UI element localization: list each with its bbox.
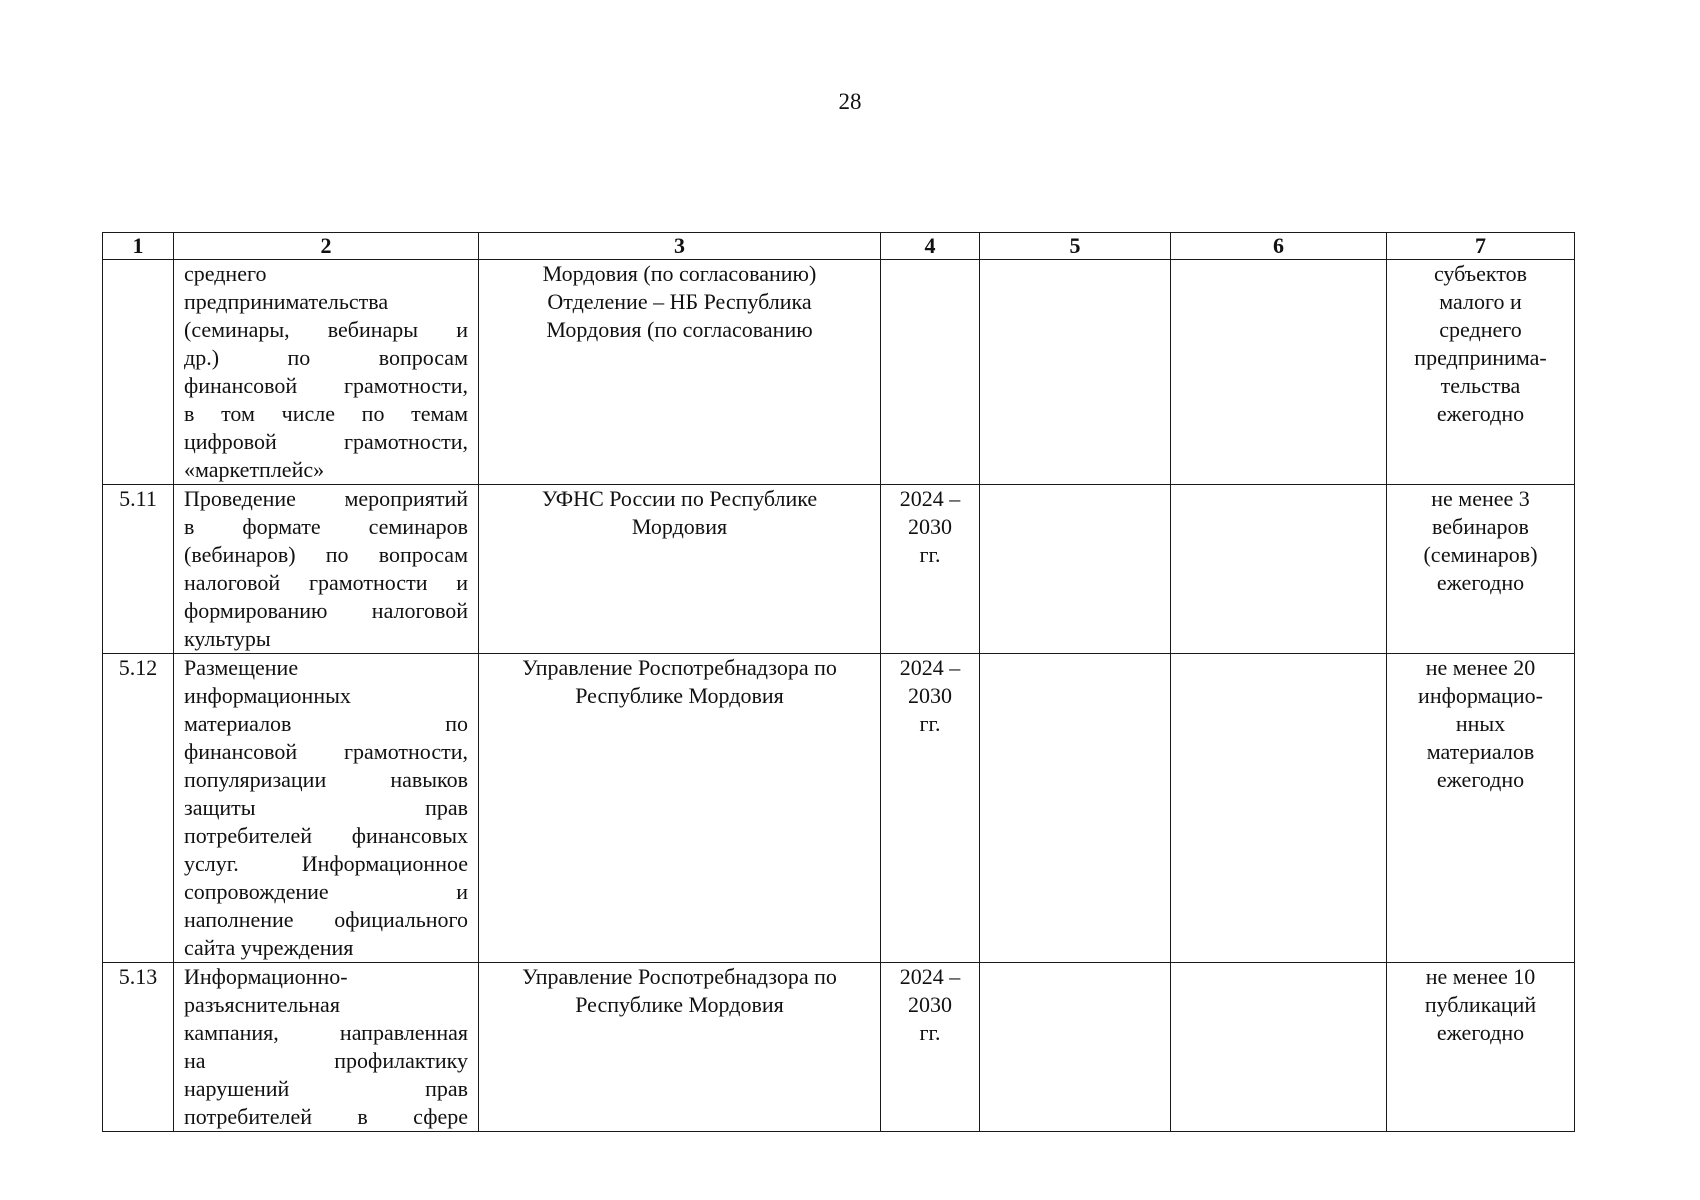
measure-name-cell (174, 485, 479, 654)
measure-name-line: формированию налоговой (184, 598, 468, 623)
row-number: 5.13 (118, 964, 158, 989)
column-header-7: 7 (1387, 233, 1575, 260)
term-cell (881, 485, 980, 654)
executor-line: Республике Мордовия (575, 683, 784, 708)
measure-name-line: «маркетплейс» (184, 457, 325, 482)
result-line: малого и (1439, 289, 1522, 314)
column-5-cell (980, 260, 1171, 485)
column-6-cell (1171, 485, 1387, 654)
term-line: гг. (919, 542, 941, 567)
result-line: среднего (1439, 317, 1522, 342)
measure-name-line: налоговой грамотности и (184, 570, 468, 595)
column-header-4: 4 (881, 233, 980, 260)
executor-cell (479, 654, 881, 963)
term-line: гг. (919, 711, 941, 736)
measure-name-line: др.) по вопросам (184, 345, 468, 370)
result-line: (семинаров) (1423, 542, 1538, 567)
measure-name-line: предпринимательства (184, 289, 389, 314)
result-cell (1387, 963, 1575, 1132)
row-number: 5.12 (118, 655, 158, 680)
term-line: 2030 (908, 683, 952, 708)
measure-name-line: в том числе по темам (184, 401, 468, 426)
column-header-2: 2 (174, 233, 479, 260)
measure-name-line: нарушений прав (184, 1076, 468, 1101)
column-header-5: 5 (980, 233, 1171, 260)
result-line: не менее 3 (1431, 486, 1530, 511)
term-line: гг. (919, 1020, 941, 1045)
table-body (103, 260, 1575, 1132)
measure-name-line: культуры (184, 626, 271, 651)
measure-name-line: среднего (184, 261, 267, 286)
result-cell (1387, 654, 1575, 963)
measure-name-line: потребителей финансовых (184, 823, 468, 848)
measure-name-cell (174, 963, 479, 1132)
executor-line: Мордовия (по согласованию) (542, 261, 817, 286)
measure-name-line: услуг. Информационное (184, 851, 468, 876)
executor-line: Республике Мордовия (575, 992, 784, 1017)
measure-name-line: сайта учреждения (184, 935, 354, 960)
measure-name-line: Проведение мероприятий (184, 486, 468, 511)
executor-cell (479, 260, 881, 485)
row-number-cell (103, 654, 174, 963)
column-5-cell (980, 963, 1171, 1132)
term-cell (881, 260, 980, 485)
column-header-6: 6 (1171, 233, 1387, 260)
result-line: вебинаров (1432, 514, 1529, 539)
column-6-cell (1171, 260, 1387, 485)
measure-name-line: Информационно- (184, 964, 348, 989)
term-line: 2030 (908, 992, 952, 1017)
result-line: нных (1455, 711, 1506, 736)
measure-name-line: наполнение официального (184, 907, 468, 932)
measure-name-line: Размещение (184, 655, 299, 680)
measure-name-line: в формате семинаров (184, 514, 468, 539)
measure-name-line: информационных (184, 683, 351, 708)
term-line: 2024 – (899, 964, 961, 989)
measure-name-line: цифровой грамотности, (184, 429, 468, 454)
column-6-cell (1171, 963, 1387, 1132)
table-row (103, 963, 1575, 1132)
term-cell (881, 654, 980, 963)
page-number: 28 (838, 89, 862, 114)
measure-name-line: (семинары, вебинары и (184, 317, 468, 342)
result-line: публикаций (1424, 992, 1537, 1017)
result-line: ежегодно (1436, 401, 1525, 426)
measure-name-line: популяризации навыков (184, 767, 468, 792)
column-6-cell (1171, 654, 1387, 963)
executor-cell (479, 963, 881, 1132)
column-header-1: 1 (103, 233, 174, 260)
result-line: информацио- (1418, 683, 1543, 708)
executor-line: Мордовия (631, 514, 728, 539)
result-line: ежегодно (1436, 570, 1525, 595)
column-header-3: 3 (479, 233, 881, 260)
row-number-cell (103, 963, 174, 1132)
table-row (103, 654, 1575, 963)
term-cell (881, 963, 980, 1132)
result-line: ежегодно (1436, 1020, 1525, 1045)
executor-cell (479, 485, 881, 654)
executor-line: Управление Роспотребнадзора по (522, 655, 837, 680)
result-line: субъектов (1433, 261, 1528, 286)
table-row (103, 260, 1575, 485)
result-cell (1387, 260, 1575, 485)
measure-name-line: финансовой грамотности, (184, 739, 468, 764)
executor-line: Мордовия (по согласованию (546, 317, 813, 342)
result-cell (1387, 485, 1575, 654)
result-line: не менее 10 (1425, 964, 1536, 989)
term-line: 2024 – (899, 655, 961, 680)
measure-name-line: защиты прав (184, 795, 468, 820)
result-line: не менее 20 (1425, 655, 1536, 680)
result-line: материалов (1426, 739, 1535, 764)
row-number-cell (103, 485, 174, 654)
measure-name-cell (174, 654, 479, 963)
term-line: 2024 – (899, 486, 961, 511)
column-5-cell (980, 485, 1171, 654)
measure-name-line: кампания, направленная (184, 1020, 468, 1045)
measure-name-line: разъяснительная (184, 992, 340, 1017)
term-line: 2030 (908, 514, 952, 539)
row-number-cell (103, 260, 174, 485)
result-line: ежегодно (1436, 767, 1525, 792)
measure-name-line: сопровождение и (184, 879, 468, 904)
row-number: 5.11 (119, 486, 157, 511)
measure-name-line: на профилактику (184, 1048, 468, 1073)
measure-name-line: потребителей в сфере (184, 1104, 468, 1129)
executor-line: УФНС России по Республике (541, 486, 818, 511)
result-line: предпринима- (1414, 345, 1547, 370)
measure-name-cell (174, 260, 479, 485)
result-line: тельства (1440, 373, 1521, 398)
executor-line: Отделение – НБ Республика (547, 289, 812, 314)
column-5-cell (980, 654, 1171, 963)
measure-name-line: финансовой грамотности, (184, 373, 468, 398)
measure-name-line: (вебинаров) по вопросам (184, 542, 468, 567)
measure-name-line: материалов по (184, 711, 468, 736)
header-row (103, 233, 1575, 260)
executor-line: Управление Роспотребнадзора по (522, 964, 837, 989)
measures-table (102, 232, 1575, 1132)
table-row (103, 485, 1575, 654)
